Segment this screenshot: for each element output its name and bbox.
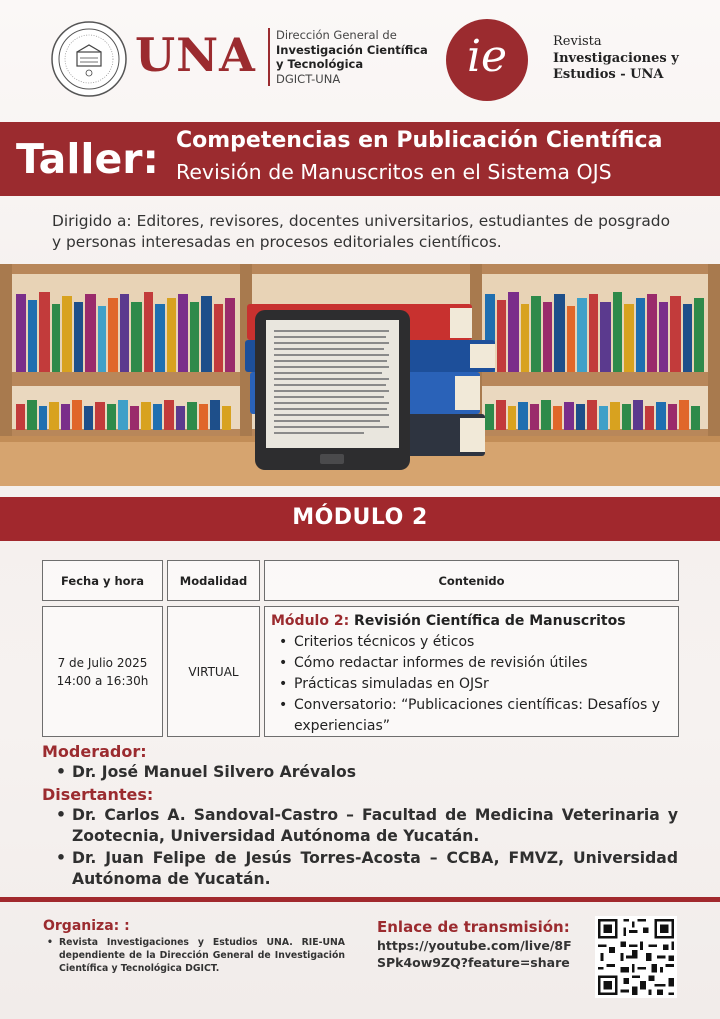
dgict-line-3: y Tecnológica — [276, 57, 364, 71]
session-modality: VIRTUAL — [188, 664, 239, 679]
speakers-label: Disertantes: — [42, 784, 154, 804]
ie-logo-text: ie — [466, 31, 508, 82]
organizer-label: Organiza: : — [43, 918, 130, 934]
title-main: Competencias en Publicación Científica — [176, 128, 663, 153]
content-item: • Criterios técnicos y éticos — [279, 632, 672, 653]
audience-text: Dirigido a: Editores, revisores, docentes universitarios, estudiantes de posgrado y personas interesadas en procesos editoriales científicos. — [52, 212, 670, 251]
module-title: MÓDULO 2 — [292, 505, 428, 530]
table-header-date: Fecha y hora — [42, 560, 163, 601]
organizer-text: • Revista Investigaciones y Estudios UNA. RIE-UNA dependiente de la Dirección General de Investigación Científica y Tecnológica DGICT. — [47, 936, 345, 975]
content-heading — [271, 611, 672, 632]
content-title: Revisión Científica de Manuscritos — [354, 613, 626, 629]
table-cell-date — [42, 606, 163, 737]
qr-code[interactable] — [595, 916, 677, 998]
table-cell-content — [264, 606, 679, 737]
session-time: 14:00 a 16:30h — [56, 673, 149, 688]
revista-line-3: Estudios - UNA — [553, 67, 664, 82]
title-prefix: Taller: — [16, 135, 159, 183]
revista-label — [553, 34, 679, 84]
stream-link-label: Enlace de transmisión: — [377, 918, 570, 936]
speakers-list — [56, 805, 678, 891]
moderator-label: Moderador: — [42, 742, 147, 761]
speaker-item: • Dr. Juan Felipe de Jesús Torres-Acosta – CCBA, FMVZ, Universidad Autónoma de Yucatán. — [56, 848, 678, 891]
dgict-line-4: DGICT-UNA — [276, 71, 341, 86]
people-section — [42, 741, 678, 891]
content-prefix: Módulo 2: — [271, 613, 350, 629]
title-subtitle: Revisión de Manuscritos en el Sistema OJS — [176, 160, 612, 184]
content-list — [271, 632, 672, 737]
ie-logo — [446, 19, 528, 101]
bookshelf-ereader-illustration — [0, 264, 720, 486]
session-date: 7 de Julio 2025 — [57, 655, 148, 670]
una-seal-logo — [50, 20, 128, 98]
table-header-content: Contenido — [264, 560, 679, 601]
stream-link-url[interactable]: https://youtube.com/live/8FSPk4ow9ZQ?feature=share — [377, 938, 572, 970]
moderator-list — [56, 762, 678, 784]
revista-line-1: Revista — [553, 34, 602, 49]
content-item: • Prácticas simuladas en OJSr — [279, 674, 672, 695]
table-cell-modality — [167, 606, 260, 737]
content-item: • Conversatorio: “Publicaciones científicas: Desafíos y experiencias” — [279, 695, 672, 737]
content-item: • Cómo redactar informes de revisión útiles — [279, 653, 672, 674]
table-header-modality: Modalidad — [167, 560, 260, 601]
dgict-line-1: Dirección General de — [276, 28, 397, 42]
dgict-line-2: Investigación Científica — [276, 42, 428, 57]
speaker-item: • Dr. Carlos A. Sandoval-Castro – Facultad de Medicina Veterinaria y Zootecnia, Universidad Autónoma de Yucatán. — [56, 805, 678, 848]
footer-band — [0, 897, 720, 902]
dgict-label — [268, 28, 428, 86]
revista-line-2: Investigaciones y — [553, 50, 679, 66]
una-wordmark: UNA — [135, 28, 256, 82]
moderator-name: • Dr. José Manuel Silvero Arévalos — [56, 762, 678, 784]
